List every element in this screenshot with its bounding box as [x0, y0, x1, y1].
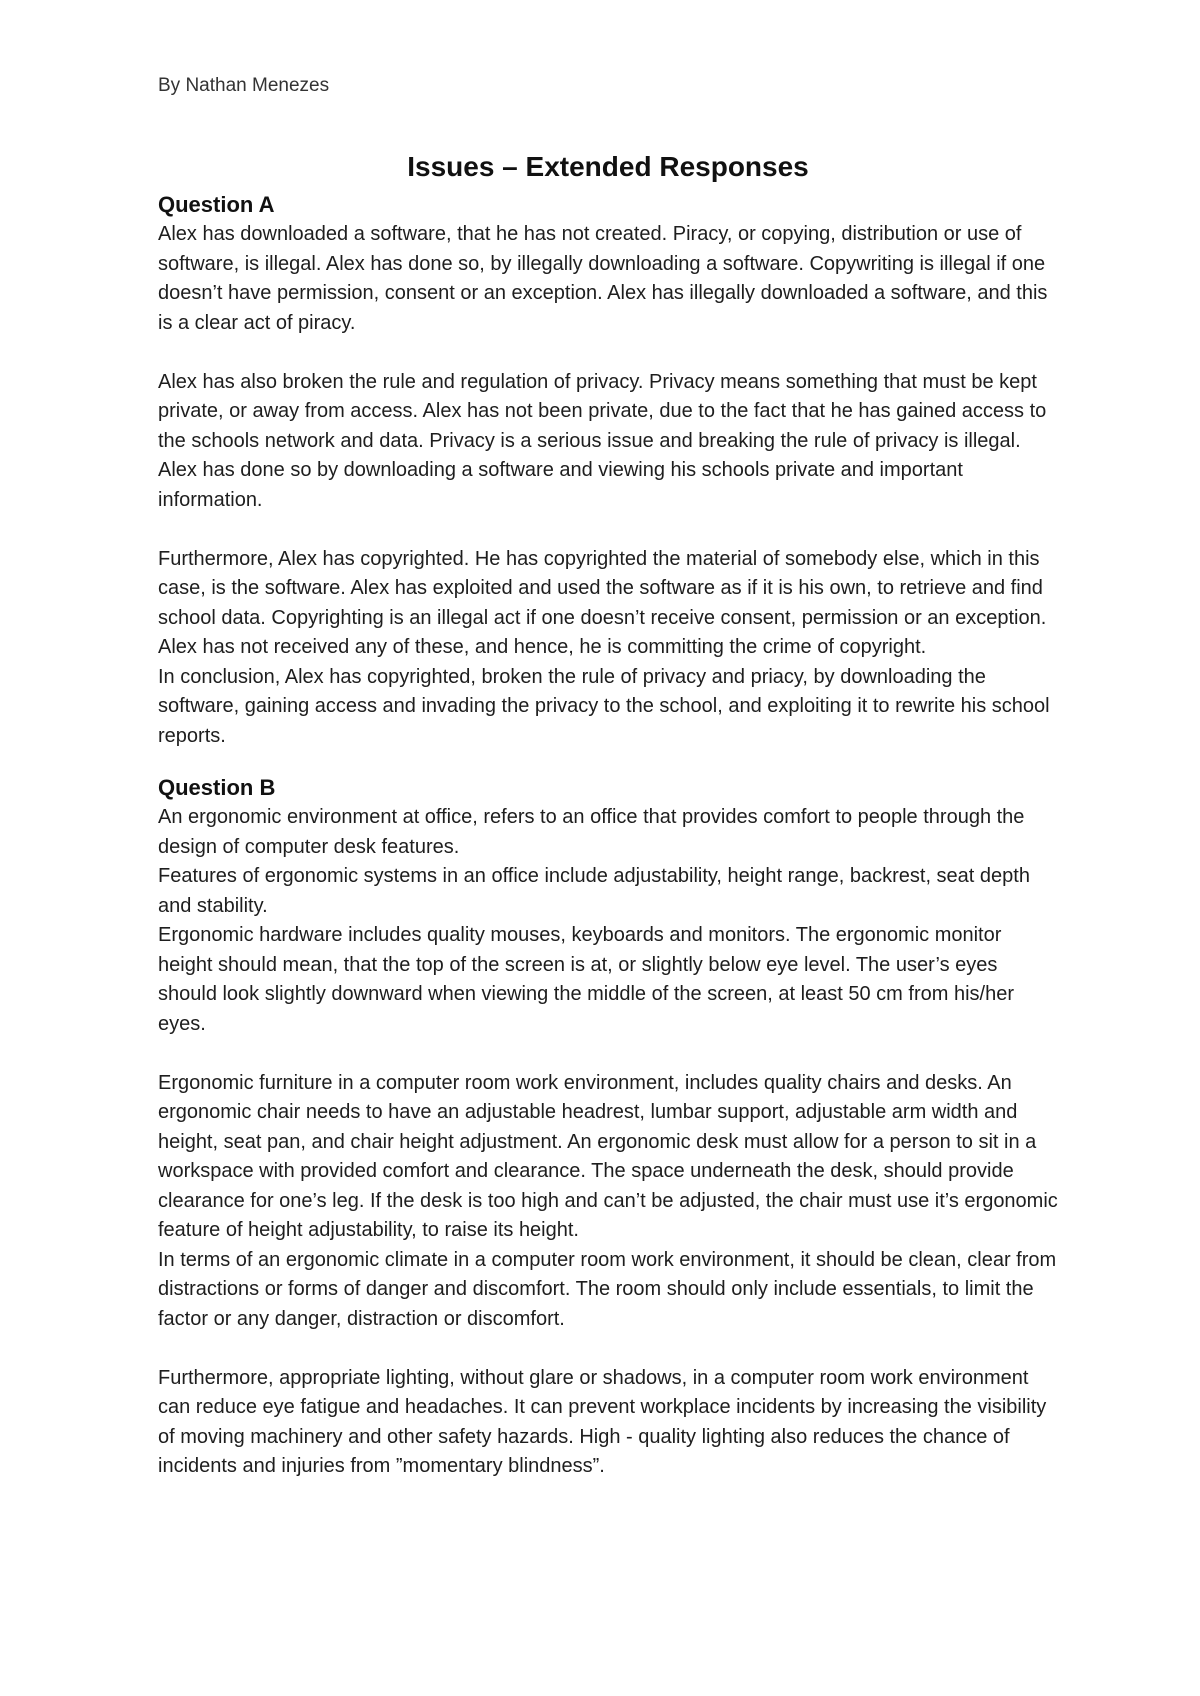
question-a-section	[158, 190, 1058, 751]
document-body	[158, 148, 1058, 1482]
question-b-paragraph-4: Ergonomic furniture in a computer room work environment, includes quality chairs and desks. An ergonomic chair needs to have an adjustable headrest, lumbar support, adjustable arm width and height, seat pan, and chair height adjustment. An ergonomic desk must allow for a person to sit in a workspace with provided comfort and clearance. The space underneath the desk, should provide clearance for one’s leg. If the desk is too high and can’t be adjusted, the chair must use it’s ergonomic feature of height adjustability, to raise its height.	[158, 1071, 1058, 1241]
paragraph-spacer	[158, 338, 1058, 368]
question-b-paragraph-5: In terms of an ergonomic climate in a computer room work environment, it should be clean, clear from distractions or forms of danger and discomfort. The room should only include essentials, to limit the factor or any danger, distraction or discomfort.	[158, 1248, 1057, 1330]
section-spacer	[158, 751, 1058, 773]
question-a-heading: Question A	[158, 192, 275, 217]
question-a-paragraph-3: Furthermore, Alex has copyrighted. He has copyrighted the material of somebody else, which in this case, is the software. Alex has exploited and used the software as if it is his own, to retrieve and find school data. Copyrighting is an illegal act if one doesn’t receive consent, permission or an exception. Alex has not received any of these, and hence, he is committing the crime of copyright.	[158, 547, 1047, 658]
paragraph-spacer	[158, 1334, 1058, 1364]
question-a-paragraph-2: Alex has also broken the rule and regulation of privacy. Privacy means something that must be kept private, or away from access. Alex has not been private, due to the fact that he has gained access to the schools network and data. Privacy is a serious issue and breaking the rule of privacy is illegal. Alex has done so by downloading a software and viewing his schools private and important information.	[158, 370, 1047, 511]
document-title: Issues – Extended Responses	[407, 151, 809, 182]
question-b-paragraph-3: Ergonomic hardware includes quality mouses, keyboards and monitors. The ergonomic monitor height should mean, that the top of the screen is at, or slightly below eye level. The user’s eyes should look slightly downward when viewing the middle of the screen, at least 50 cm from his/her eyes.	[158, 924, 1014, 1035]
question-b-paragraph-1: An ergonomic environment at office, refers to an office that provides comfort to people through the design of computer desk features.	[158, 806, 1025, 858]
question-b-heading: Question B	[158, 775, 276, 800]
question-b-paragraph-6: Furthermore, appropriate lighting, without glare or shadows, in a computer room work environment can reduce eye fatigue and headaches. It can prevent workplace incidents by increasing the visibility of moving machinery and other safety hazards. High - quality lighting also reduces the chance of incidents and injuries from ”momentary blindness”.	[158, 1366, 1047, 1477]
paragraph-spacer	[158, 1039, 1058, 1069]
question-b-section	[158, 773, 1058, 1482]
question-a-paragraph-1: Alex has downloaded a software, that he has not created. Piracy, or copying, distribution or use of software, is illegal. Alex has done so, by illegally downloading a software. Copywriting is illegal if one doesn’t have permission, consent or an exception. Alex has illegally downloaded a software, and this is a clear act of piracy.	[158, 223, 1048, 334]
question-b-paragraph-2: Features of ergonomic systems in an office include adjustability, height range, backrest, seat depth and stability.	[158, 865, 1030, 917]
question-a-paragraph-4: In conclusion, Alex has copyrighted, broken the rule of privacy and priacy, by downloading the software, gaining access and invading the privacy to the school, and exploiting it to rewrite his school reports.	[158, 665, 1050, 747]
paragraph-spacer	[158, 515, 1058, 545]
author-header: By Nathan Menezes	[158, 75, 330, 96]
